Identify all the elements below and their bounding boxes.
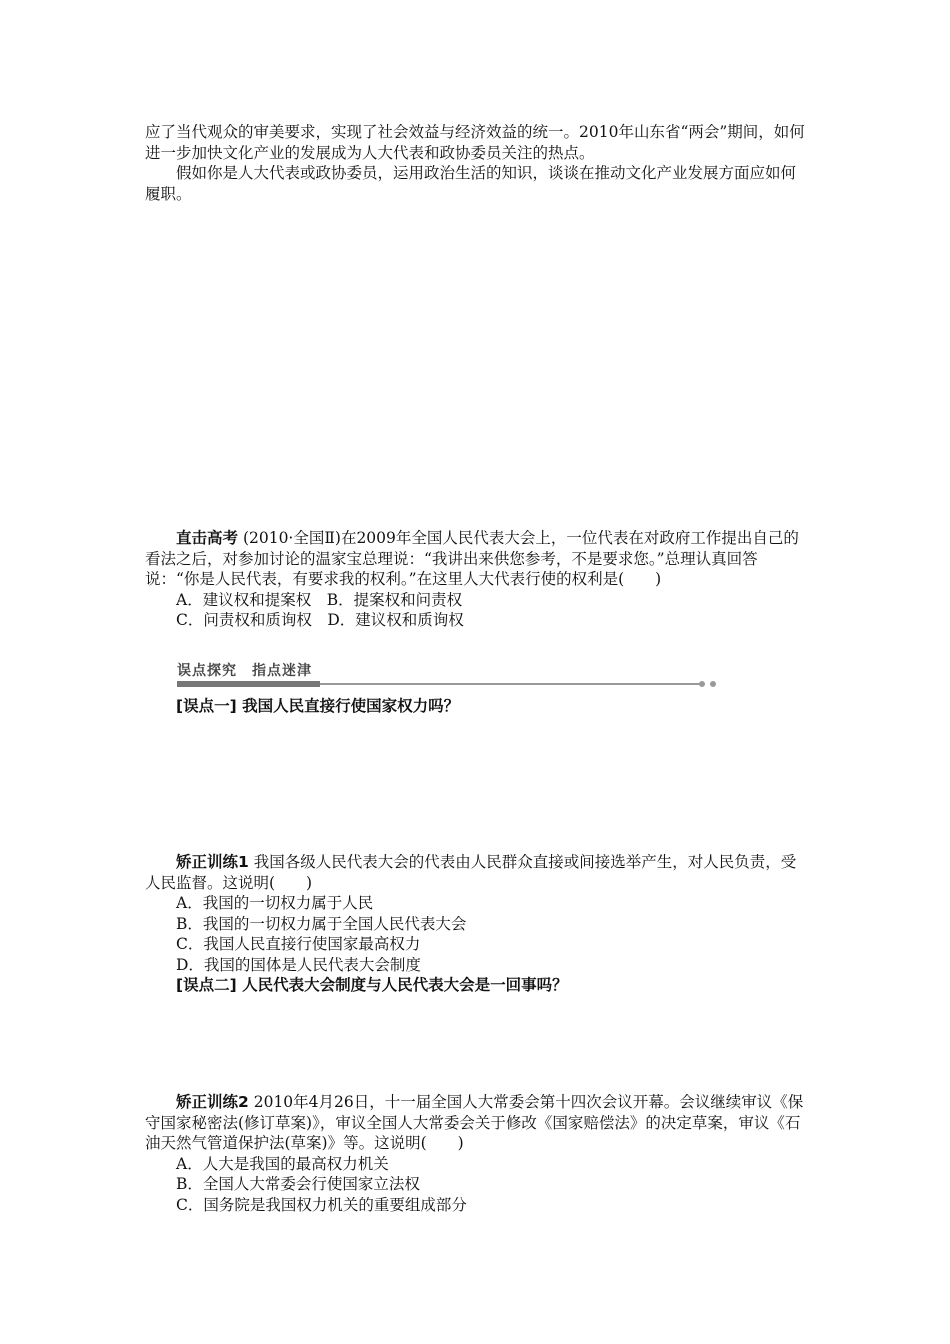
gaokao-option-row: C．问责权和质询权 D．建议权和质询权	[176, 611, 464, 629]
error-point-2-heading: [误点二] 人民代表大会制度与人民代表大会是一回事吗？	[176, 976, 568, 994]
gaokao-option-row: A．建议权和提案权 B．提案权和问责权	[176, 590, 463, 609]
training-2-label: 矫正训练2	[176, 1093, 249, 1111]
section-bar	[177, 681, 320, 687]
section-dot	[710, 681, 716, 687]
training-1-option-b: B．我国的一切权力属于全国人民代表大会	[176, 914, 467, 933]
training-1-option-a: A．我国的一切权力属于人民	[176, 894, 374, 912]
training-2	[145, 1092, 805, 1215]
gaokao-stem	[145, 528, 805, 590]
training-1-label: 矫正训练1	[176, 853, 249, 871]
training-1-stem	[145, 852, 805, 893]
training-2-option-b: B．全国人大常委会行使国家立法权	[176, 1175, 420, 1193]
training-1	[145, 852, 805, 996]
training-1-option-c: C．我国人民直接行使国家最高权力	[176, 935, 421, 953]
training-2-option-a: A．人大是我国的最高权力机关	[176, 1154, 389, 1173]
gaokao-question	[145, 528, 805, 631]
intro-paragraph-2: 假如你是人大代表或政协委员，运用政治生活的知识，谈谈在推动文化产业发展方面应如何履职。	[145, 164, 797, 203]
error-point-1	[145, 696, 805, 717]
training-1-option-d: D．我国的国体是人民代表大会制度	[176, 955, 421, 974]
section-header	[177, 660, 547, 690]
section-dot	[699, 681, 705, 687]
section-rule	[320, 683, 700, 685]
gaokao-label: 直击高考	[176, 529, 239, 547]
training-2-option-c: C．国务院是我国权力机关的重要组成部分	[176, 1195, 467, 1214]
intro-block	[145, 122, 805, 204]
training-2-stem	[145, 1092, 805, 1154]
gaokao-text: (2010·全国Ⅱ)在2009年全国人民代表大会上，一位代表在对政府工作提出自己的看法之后，对参加讨论的温家宝总理说：“我讲出来供您参考，不是要求您。”总理认真回答说：“你是人民代表，有要求我的权利。”在这里人大代表行使的权利是( )	[145, 529, 799, 588]
training-2-text: 2010年4月26日，十一届全国人大常委会第十四次会议开幕。会议继续审议《保守国家秘密法(修订草案)》，审议全国人大常委会关于修改《国家赔偿法》的决定草案，审议《石油天然气管道保护法(草案)》等。这说明( )	[145, 1093, 804, 1152]
intro-paragraph-1: 应了当代观众的审美要求，实现了社会效益与经济效益的统一。2010年山东省“两会”期间，如何进一步加快文化产业的发展成为人大代表和政协委员关注的热点。	[145, 123, 805, 162]
error-point-1-heading: [误点一] 我国人民直接行使国家权力吗？	[176, 697, 460, 715]
section-title: 误点探究 指点迷津	[177, 663, 312, 679]
training-1-text: 我国各级人民代表大会的代表由人民群众直接或间接选举产生，对人民负责，受人民监督。这说明( )	[145, 853, 797, 892]
